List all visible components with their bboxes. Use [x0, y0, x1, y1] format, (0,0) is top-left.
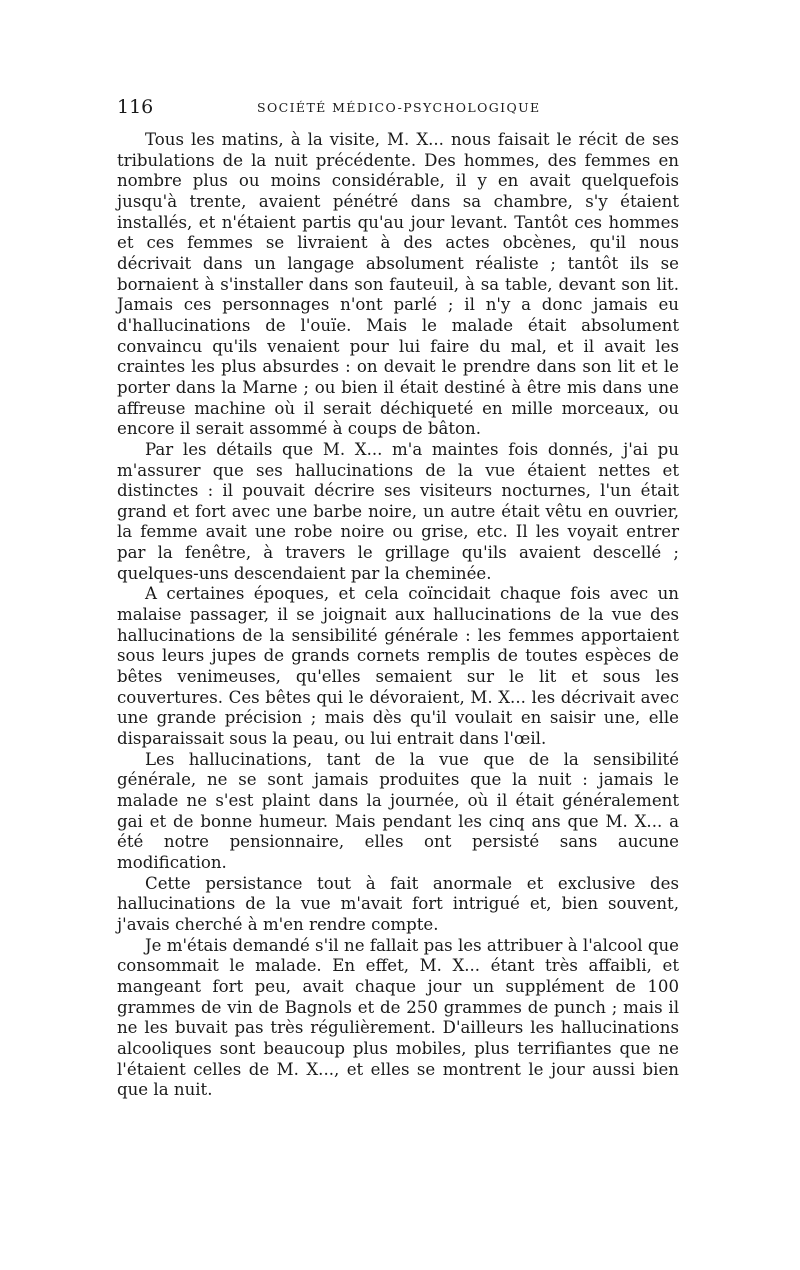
paragraph: Cette persistance tout à fait anormale et exclusive des hallucinations de la vue m'avait fort intrigué et, bien souvent, j'avais cherché à m'en rendre compte.	[117, 873, 679, 934]
page-header	[117, 96, 679, 120]
paragraph: Je m'étais demandé s'il ne fallait pas les attribuer à l'alcool que consommait le malade. En effet, M. X... étant très affaibli, et mangeant fort peu, avait chaque jour un supplément de 100 grammes de vin de Bagnols et de 250 grammes de punch ; mais il ne les buvait pas très régulièrement. D'ailleurs les hallucinations alcooliques sont beaucoup plus mobiles, plus terrifiantes que ne l'étaient celles de M. X..., et elles se montrent le jour aussi bien que la nuit.	[117, 935, 679, 1100]
paragraph: A certaines époques, et cela coïncidait chaque fois avec un malaise passager, il se joignait aux hallucinations de la vue des hallucinations de la sensibilité générale : les femmes apportaient sous leurs jupes de grands cornets remplis de toutes espèces de bêtes venimeuses, qu'elles semaient sur le lit et sous les couvertures. Ces bêtes qui le dévoraient, M. X... les décrivait avec une grande précision ; mais dès qu'il voulait en saisir une, elle disparaissait sous la peau, ou lui entrait dans l'œil.	[117, 584, 679, 749]
paragraph: Les hallucinations, tant de la vue que de la sensibilité générale, ne se sont jamais produites que la nuit : jamais le malade ne s'est plaint dans la journée, où il était généralement gai et de bonne humeur. Mais pendant les cinq ans que M. X... a été notre pensionnaire, elles ont persisté sans aucune modification.	[117, 749, 679, 872]
book-page	[117, 96, 679, 1101]
page-number: 116	[117, 96, 154, 118]
paragraph: Tous les matins, à la visite, M. X... nous faisait le récit de ses tribulations de la nuit précédente. Des hommes, des femmes en nombre plus ou moins considérable, il y en avait quelquefois jusqu'à trente, avaient pénétré dans sa chambre, s'y étaient installés, et n'étaient partis qu'au jour levant. Tantôt ces hommes et ces femmes se livraient à des actes obcènes, qu'il nous décrivait dans un langage absolument réaliste ; tantôt ils se bornaient à s'installer dans son fauteuil, à sa table, devant son lit. Jamais ces personnages n'ont parlé ; il n'y a donc jamais eu d'hallucinations de l'ouïe. Mais le malade était absolument convaincu qu'ils venaient pour lui faire du mal, et il avait les craintes les plus absurdes : on devait le prendre dans son lit et le porter dans la Marne ; ou bien il était destiné à être mis dans une affreuse machine où il serait déchiqueté en mille morceaux, ou encore il serait assommé à coups de bâton.	[117, 130, 679, 439]
paragraph: Par les détails que M. X... m'a maintes fois donnés, j'ai pu m'assurer que ses hallucinations de la vue étaient nettes et distinctes : il pouvait décrire ses visiteurs nocturnes, l'un était grand et fort avec une barbe noire, un autre était vêtu en ouvrier, la femme avait une robe noire ou grise, etc. Il les voyait entrer par la fenêtre, à travers le grillage qu'ils avaient descellé ; quelques-uns descendaient par la cheminée.	[117, 439, 679, 583]
running-title: SOCIÉTÉ MÉDICO-PSYCHOLOGIQUE	[257, 100, 541, 115]
body-text	[117, 130, 679, 1101]
